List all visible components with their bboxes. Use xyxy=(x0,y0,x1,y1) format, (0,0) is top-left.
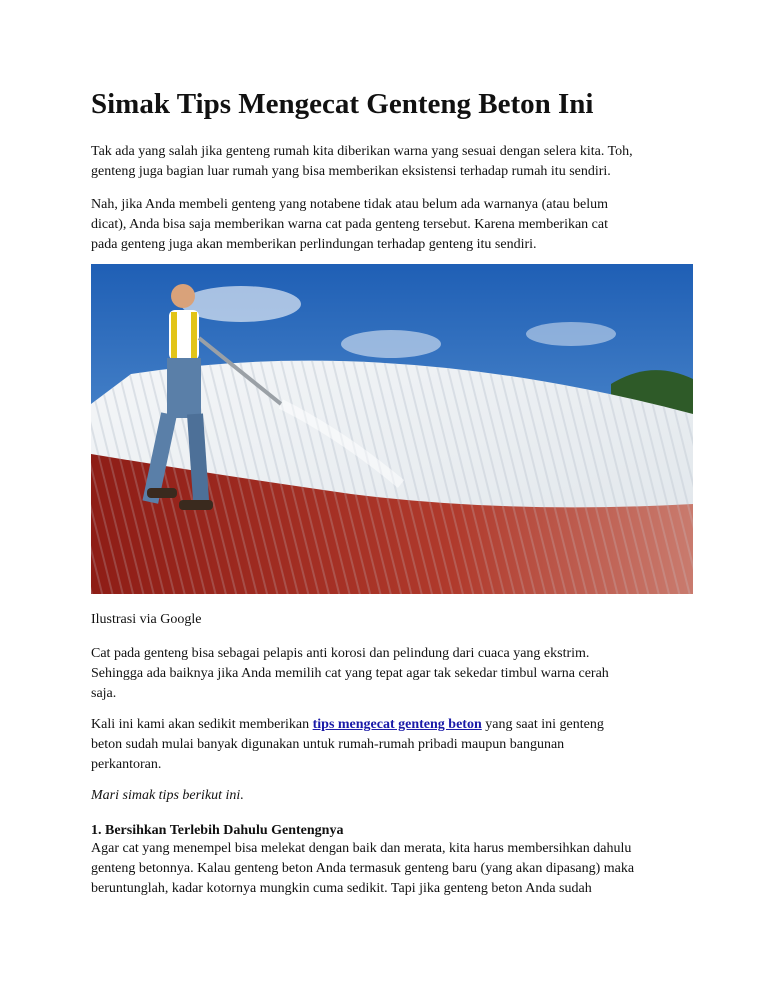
text-after-link: yang saat ini genteng xyxy=(481,717,604,732)
roof-painting-photo xyxy=(91,264,693,594)
text-line: genteng betonnya. Kalau genteng beton Anda termasuk genteng baru (yang akan dipasang) maka xyxy=(91,861,635,876)
text-line: dicat), Anda bisa saja memberikan warna cat pada genteng tersebut. Karena memberikan cat xyxy=(91,217,608,232)
text-line: Nah, jika Anda membeli genteng yang notabene tidak atau belum ada warnanya (atau belum xyxy=(91,197,609,212)
paragraph-fourth xyxy=(91,715,691,775)
text-before-link: Kali ini kami akan sedikit memberikan xyxy=(91,717,313,732)
text-line-with-link xyxy=(91,715,691,735)
image-caption: Ilustrasi via Google xyxy=(91,612,202,627)
text-line: Cat pada genteng bisa sebagai pelapis anti korosi dan pelindung dari cuaca yang ekstrim. xyxy=(91,646,590,661)
text-line: genteng juga bagian luar rumah yang bisa memberikan eksistensi terhadap rumah itu sendiri. xyxy=(91,164,611,179)
paragraph-intro xyxy=(91,142,691,182)
text-line: Tak ada yang salah jika genteng rumah kita diberikan warna yang sesuai dengan selera kita. Toh, xyxy=(91,144,633,159)
section-heading-1: 1. Bersihkan Terlebih Dahulu Gentengnya xyxy=(91,823,344,838)
article-title: Simak Tips Mengecat Genteng Beton Ini xyxy=(91,88,594,120)
paragraph-second xyxy=(91,195,691,255)
tips-link[interactable]: tips mengecat genteng beton xyxy=(312,717,482,732)
text-line: Agar cat yang menempel bisa melekat dengan baik dan merata, kita harus membersihkan dahulu xyxy=(91,841,632,856)
paragraph-invite: Mari simak tips berikut ini. xyxy=(91,788,244,803)
text-line: pada genteng juga akan memberikan perlindungan terhadap genteng itu sendiri. xyxy=(91,237,537,252)
section-body-1 xyxy=(91,839,691,899)
text-line: Sehingga ada baiknya jika Anda memilih cat yang tepat agar tak sekedar timbul warna cerah xyxy=(91,666,609,681)
text-line: perkantoran. xyxy=(91,757,162,772)
paragraph-third xyxy=(91,644,691,704)
text-line: beton sudah mulai banyak digunakan untuk rumah-rumah pribadi maupun bangunan xyxy=(91,737,565,752)
text-line: beruntunglah, kadar kotornya mungkin cuma sedikit. Tapi jika genteng beton Anda sudah xyxy=(91,881,592,896)
text-line: saja. xyxy=(91,686,117,701)
